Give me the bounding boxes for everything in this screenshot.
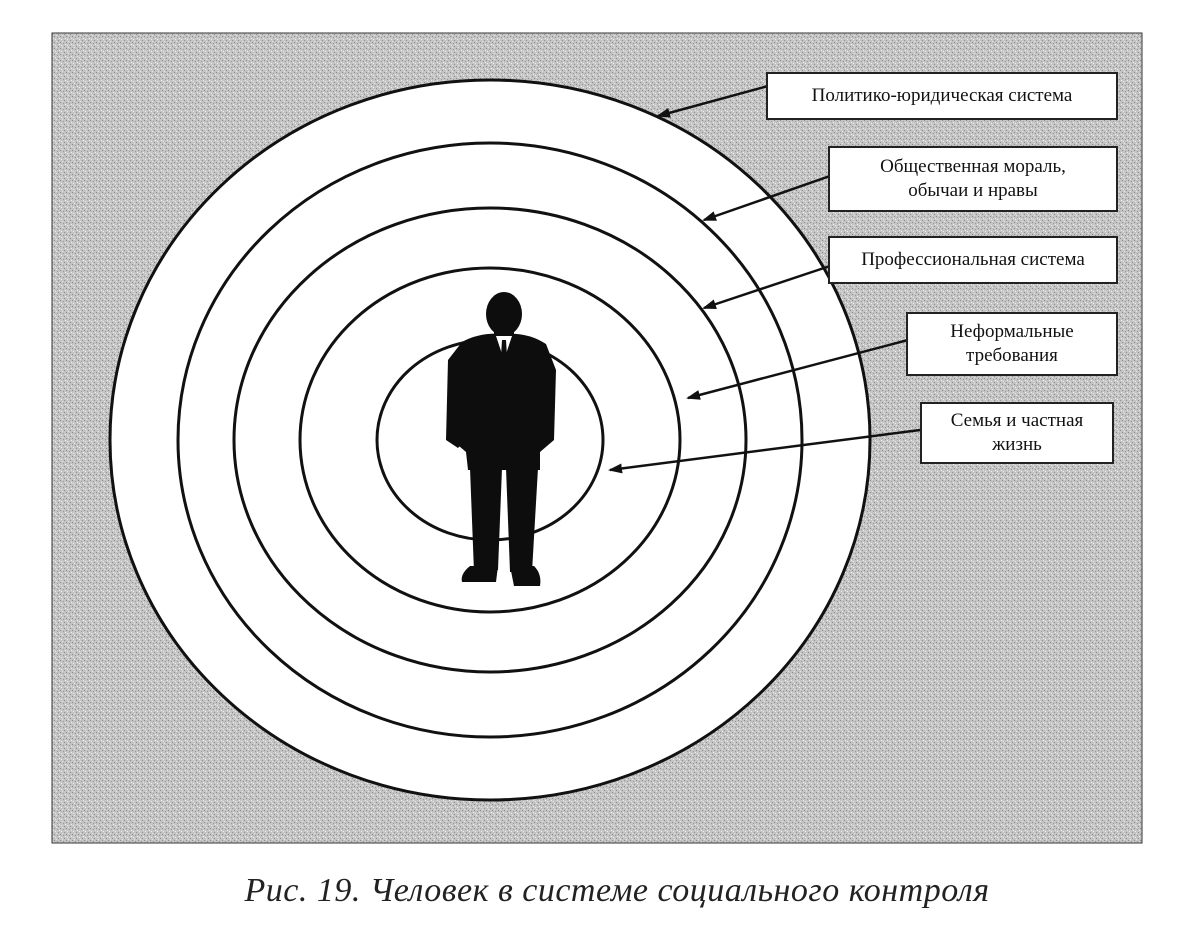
label-political-legal: Политико-юридическая система [766,72,1118,120]
label-public-morality: Общественная мораль, обычаи и нравы [828,146,1118,212]
label-family-private-life: Семья и частная жизнь [920,402,1114,464]
figure-caption: Рис. 19. Человек в системе социального контроля [244,872,990,909]
label-professional: Профессиональная система [828,236,1118,284]
label-informal-requirements: Неформальные требования [906,312,1118,376]
